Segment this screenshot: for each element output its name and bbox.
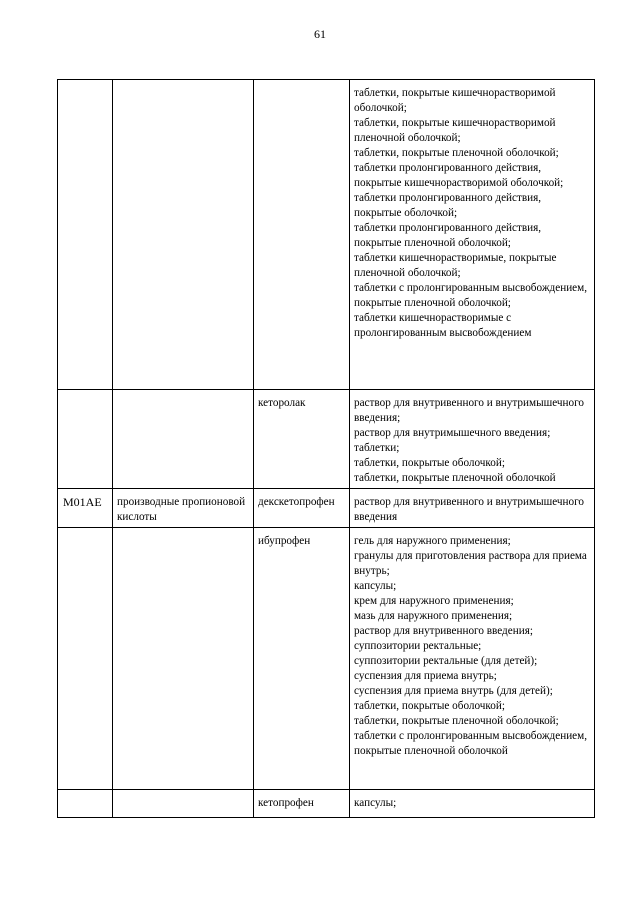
dosage-forms-cell	[350, 489, 595, 528]
dosage-form-item: суспензия для приема внутрь (для детей);	[354, 685, 553, 697]
dosage-form-item: таблетки, покрытые пленочной оболочкой;	[354, 715, 559, 727]
code-cell	[58, 528, 113, 790]
dosage-form-item: гранулы для приготовления раствора для приема внутрь;	[354, 550, 587, 577]
dosage-form-item: суспензия для приема внутрь;	[354, 670, 497, 682]
dosage-form-item: таблетки, покрытые пленочной оболочкой;	[354, 147, 559, 159]
code-cell	[58, 790, 113, 818]
dosage-form-item: таблетки кишечнорастворимые с пролонгированным высвобождением	[354, 312, 532, 339]
dosage-form-item: таблетки, покрытые оболочкой;	[354, 457, 505, 469]
drug-name-cell	[254, 80, 350, 390]
dosage-forms-cell	[350, 790, 595, 818]
group-cell	[113, 790, 254, 818]
code-cell: M01AE	[58, 489, 113, 528]
dosage-form-item: таблетки, покрытые оболочкой;	[354, 700, 505, 712]
dosage-form-item: гель для наружного применения;	[354, 535, 511, 547]
table-row	[58, 528, 595, 790]
dosage-form-item: таблетки, покрытые пленочной оболочкой	[354, 472, 556, 484]
dosage-forms-cell	[350, 80, 595, 390]
dosage-form-item: капсулы;	[354, 797, 397, 809]
dosage-form-item: таблетки пролонгированного действия, покрытые оболочкой;	[354, 192, 542, 219]
drug-name-cell: кетопрофен	[254, 790, 350, 818]
dosage-form-item: суппозитории ректальные;	[354, 640, 482, 652]
dosage-form-item: раствор для внутривенного введения;	[354, 625, 533, 637]
group-cell	[113, 390, 254, 489]
page-number: 61	[314, 27, 326, 41]
drug-name-cell: кеторолак	[254, 390, 350, 489]
dosage-form-item: таблетки, покрытые кишечнорастворимой пленочной оболочкой;	[354, 117, 556, 144]
drug-table	[57, 79, 595, 818]
dosage-form-item: таблетки пролонгированного действия, покрытые пленочной оболочкой;	[354, 222, 542, 249]
dosage-forms-cell	[350, 390, 595, 489]
dosage-form-item: таблетки кишечнорастворимые, покрытые пленочной оболочкой;	[354, 252, 557, 279]
group-cell	[113, 80, 254, 390]
dosage-form-item: раствор для внутримышечного введения;	[354, 427, 551, 439]
group-cell: производные пропионовой кислоты	[113, 489, 254, 528]
dosage-form-item: раствор для внутривенного и внутримышечного введения	[354, 496, 585, 523]
drug-name-cell: декскетопрофен	[254, 489, 350, 528]
dosage-form-item: раствор для внутривенного и внутримышечного введения;	[354, 397, 585, 424]
drug-name-cell: ибупрофен	[254, 528, 350, 790]
code-cell	[58, 390, 113, 489]
table-row	[58, 489, 595, 528]
dosage-form-item: суппозитории ректальные (для детей);	[354, 655, 538, 667]
dosage-form-item: мазь для наружного применения;	[354, 610, 513, 622]
dosage-form-item: таблетки с пролонгированным высвобождением, покрытые пленочной оболочкой;	[354, 282, 588, 309]
group-cell	[113, 528, 254, 790]
dosage-form-item: таблетки;	[354, 442, 400, 454]
dosage-form-item: таблетки с пролонгированным высвобождением, покрытые пленочной оболочкой	[354, 730, 588, 757]
table-row	[58, 390, 595, 489]
dosage-form-item: таблетки пролонгированного действия, покрытые кишечнорастворимой оболочкой;	[354, 162, 564, 189]
dosage-form-item: таблетки, покрытые кишечнорастворимой оболочкой;	[354, 87, 556, 114]
code-cell	[58, 80, 113, 390]
table-row	[58, 80, 595, 390]
dosage-form-item: крем для наружного применения;	[354, 595, 514, 607]
dosage-form-item: капсулы;	[354, 580, 397, 592]
dosage-forms-cell	[350, 528, 595, 790]
table-row	[58, 790, 595, 818]
